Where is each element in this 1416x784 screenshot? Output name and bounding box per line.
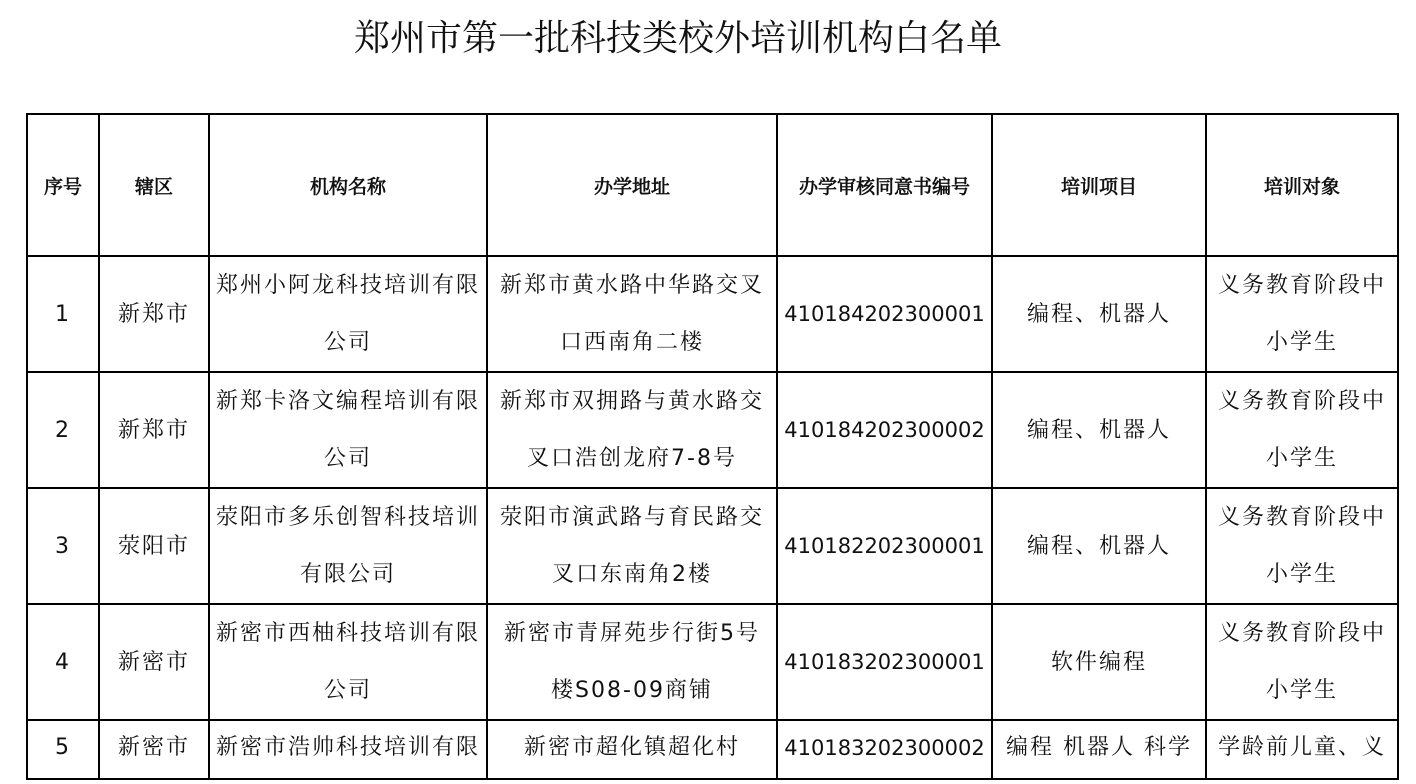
header-license: 办学审核同意书编号 (777, 114, 992, 256)
cell-name: 新密市浩帅科技培训有限 (209, 720, 487, 779)
cell-no: 2 (27, 372, 99, 488)
cell-address: 荥阳市演武路与育民路交叉口东南角2楼 (487, 488, 777, 604)
cell-target: 义务教育阶段中小学生 (1206, 488, 1398, 604)
cell-district: 新密市 (99, 604, 209, 720)
cell-target: 义务教育阶段中小学生 (1206, 372, 1398, 488)
cell-no: 1 (27, 256, 99, 372)
cell-no: 4 (27, 604, 99, 720)
cell-address: 新郑市黄水路中华路交叉口西南角二楼 (487, 256, 777, 372)
cell-name: 郑州小阿龙科技培训有限公司 (209, 256, 487, 372)
cell-district: 新密市 (99, 720, 209, 779)
cell-district: 新郑市 (99, 372, 209, 488)
cell-target: 学龄前儿童、义 (1206, 720, 1398, 779)
cell-program: 编程 机器人 科学 (992, 720, 1206, 779)
cell-program: 编程、机器人 (992, 372, 1206, 488)
cell-license: 410184202300001 (777, 256, 992, 372)
header-name: 机构名称 (209, 114, 487, 256)
cell-program: 编程、机器人 (992, 488, 1206, 604)
table-header-row (27, 114, 1398, 256)
cell-district: 新郑市 (99, 256, 209, 372)
table-row (27, 372, 1398, 488)
cell-target: 义务教育阶段中小学生 (1206, 604, 1398, 720)
cell-program: 软件编程 (992, 604, 1206, 720)
cell-program: 编程、机器人 (992, 256, 1206, 372)
table-row (27, 720, 1398, 779)
header-no: 序号 (27, 114, 99, 256)
cell-name: 新密市西柚科技培训有限公司 (209, 604, 487, 720)
whitelist-table (26, 113, 1399, 780)
cell-address: 新郑市双拥路与黄水路交叉口浩创龙府7-8号 (487, 372, 777, 488)
cell-address: 新密市超化镇超化村 (487, 720, 777, 779)
cell-district: 荥阳市 (99, 488, 209, 604)
header-address: 办学地址 (487, 114, 777, 256)
cell-license: 410184202300002 (777, 372, 992, 488)
cell-name: 新郑卡洛文编程培训有限公司 (209, 372, 487, 488)
cell-target: 义务教育阶段中小学生 (1206, 256, 1398, 372)
header-program: 培训项目 (992, 114, 1206, 256)
cell-name: 荥阳市多乐创智科技培训有限公司 (209, 488, 487, 604)
cell-license: 410183202300002 (777, 720, 992, 779)
header-target: 培训对象 (1206, 114, 1398, 256)
table-row (27, 256, 1398, 372)
cell-no: 5 (27, 720, 99, 779)
table-row (27, 604, 1398, 720)
cell-license: 410183202300001 (777, 604, 992, 720)
table-row (27, 488, 1398, 604)
page-title: 郑州市第一批科技类校外培训机构白名单 (353, 18, 1002, 59)
header-district: 辖区 (99, 114, 209, 256)
cell-no: 3 (27, 488, 99, 604)
cell-license: 410182202300001 (777, 488, 992, 604)
cell-address: 新密市青屏苑步行街5号楼S08-09商铺 (487, 604, 777, 720)
